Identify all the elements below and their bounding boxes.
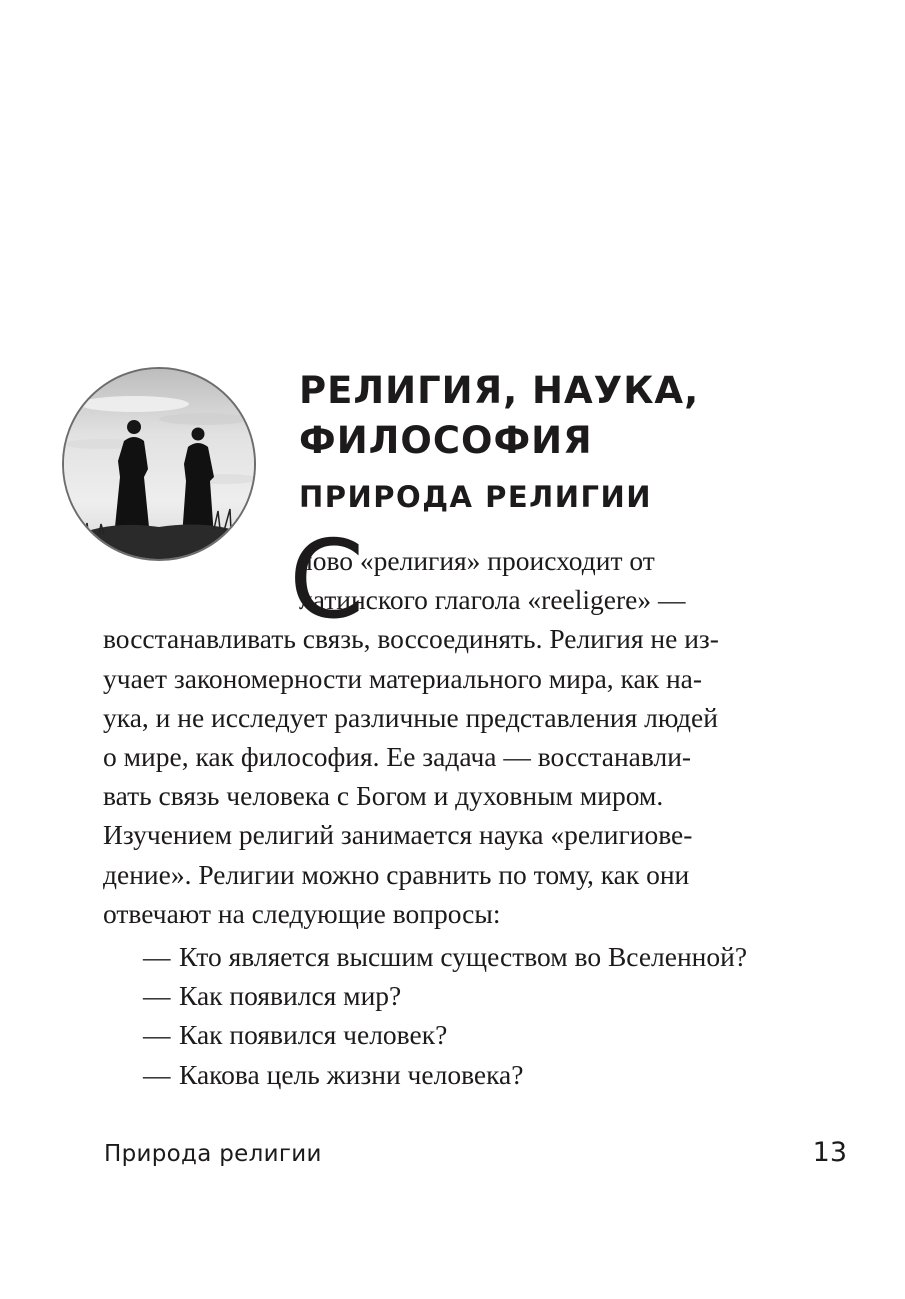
paragraph-line: учает закономерности материального мира, как на- (103, 662, 703, 694)
question-text: Как появился мир? (179, 980, 402, 1012)
paragraph-line: отвечают на следующие вопросы: (103, 897, 501, 929)
body-paragraph (103, 541, 767, 933)
dash-bullet: — (143, 941, 171, 972)
list-item (143, 1055, 747, 1094)
paragraph-line: восстанавливать связь, воссоединять. Религия не из- (103, 623, 719, 655)
chapter-title-line: ФИЛОСОФИЯ (299, 419, 593, 462)
dash-bullet: — (143, 1019, 171, 1051)
monks-on-hill-image (64, 369, 254, 559)
list-item (143, 937, 747, 976)
chapter-title (299, 366, 699, 466)
illustration-photo (62, 367, 256, 561)
paragraph-line: Изучением религий занимается наука «религиове- (103, 819, 693, 851)
paragraph-line: вать связь человека с Богом и духовным миром. (103, 780, 664, 812)
question-text: Кто является высшим существом во Вселенной? (179, 941, 748, 972)
dash-bullet: — (143, 1058, 171, 1090)
paragraph-line: о мире, как философия. Ее задача — восстанавли- (103, 741, 692, 773)
question-text: Какова цель жизни человека? (179, 1058, 524, 1090)
list-item (143, 976, 747, 1015)
paragraph-line: ука, и не исследует различные представления людей (103, 701, 718, 733)
page-number: 13 (812, 1137, 847, 1168)
paragraph-line: дение». Религии можно сравнить по тому, как они (103, 858, 690, 890)
paragraph-line: латинского глагола «reeligere» — (299, 584, 686, 616)
list-item (143, 1015, 747, 1054)
paragraph-line: лово «религия» происходит от (299, 545, 655, 576)
drop-cap: С (289, 518, 365, 643)
chapter-title-line: РЕЛИГИЯ, НАУКА, (299, 369, 700, 412)
dash-bullet: — (143, 980, 171, 1012)
running-footer-title: Природа религии (104, 1141, 322, 1167)
section-subtitle: ПРИРОДА РЕЛИГИИ (299, 480, 653, 514)
questions-list (143, 937, 747, 1094)
question-text: Как появился человек? (179, 1019, 448, 1051)
